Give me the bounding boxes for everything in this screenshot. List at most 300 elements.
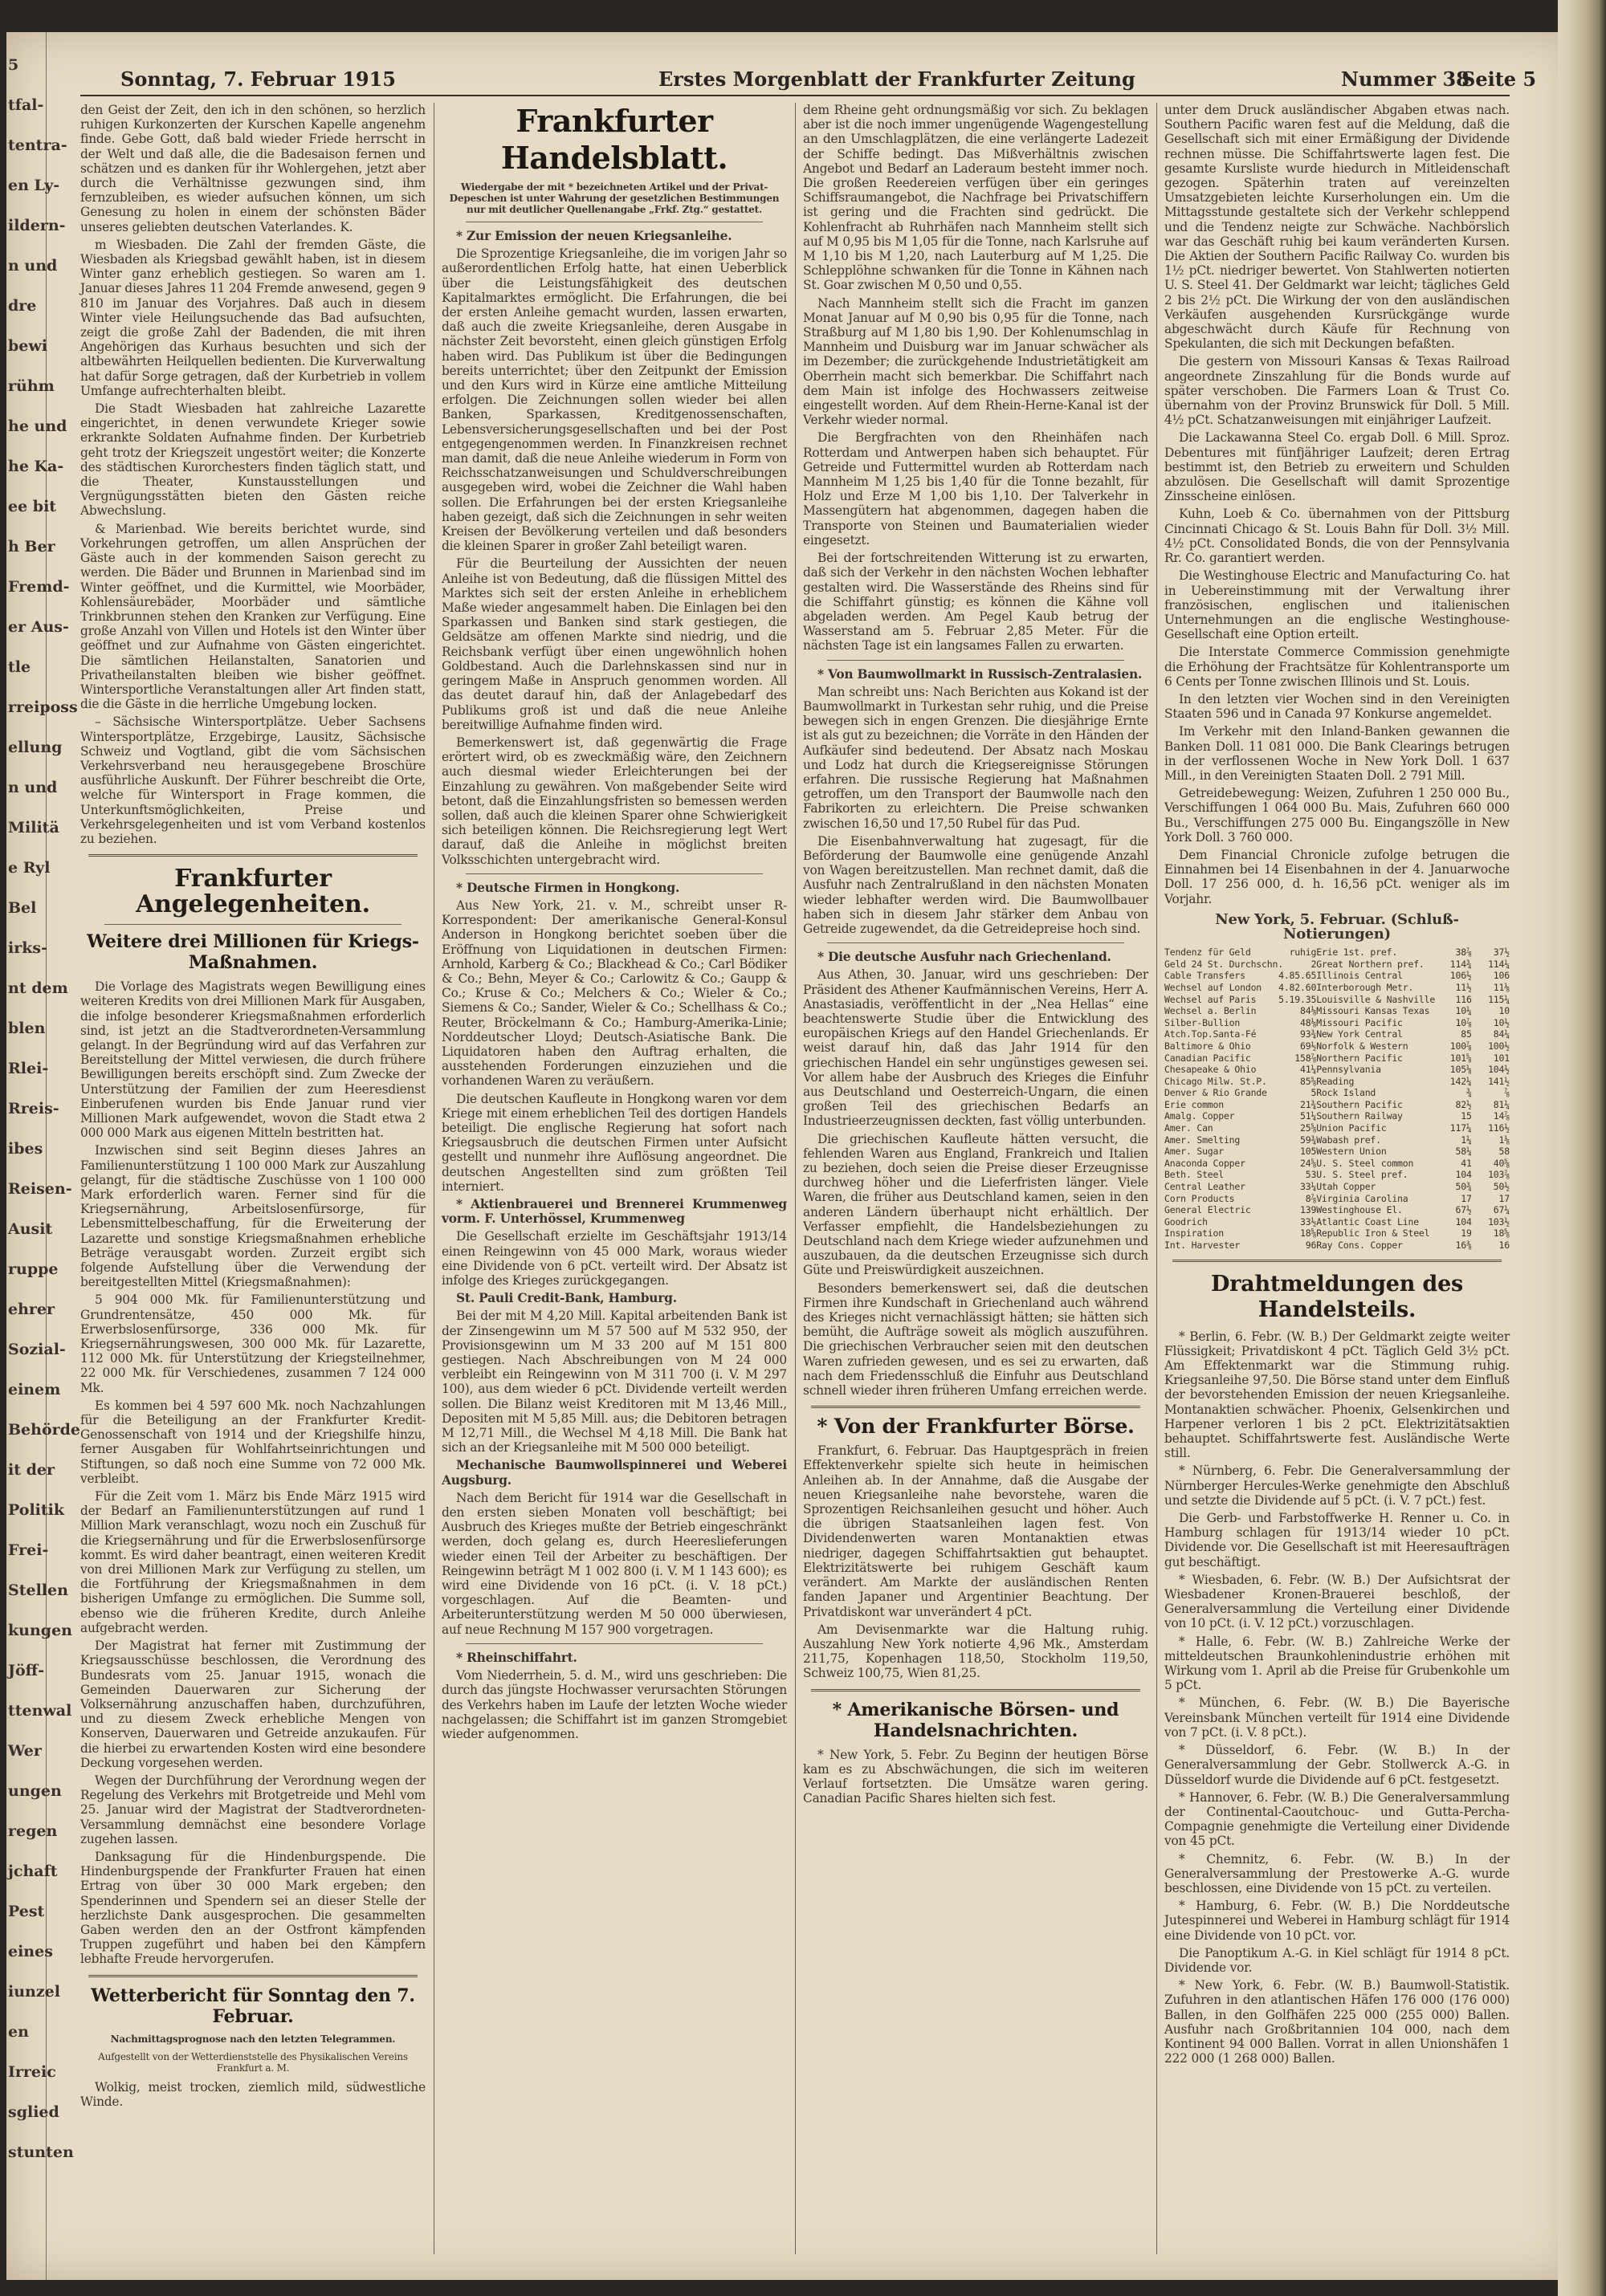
margin-fragment: ibes [8, 1140, 43, 1158]
margin-fragment: Reisen- [8, 1180, 72, 1198]
stock-cell: 116 [1455, 993, 1472, 1005]
section-heading: * Amerikanische Börsen- und Handelsnachrichten. [832, 1699, 1119, 1741]
article-paragraph: Die Gesellschaft erzielte im Geschäftsjahr 1913/14 einen Reingewinn von 45 000 Mark, woraus wieder eine Dividende von 6 pCt. verteilt wird. Der Absatz ist infolge des Krieges zurückgegangen. [442, 1229, 787, 1288]
stock-cell: 114¾ [1449, 958, 1472, 970]
stock-cell: Ray Cons. Copper [1316, 1240, 1403, 1252]
stock-cell: 106½ [1449, 970, 1472, 982]
stock-cell: Chesapeake & Ohio [1164, 1064, 1257, 1076]
stock-cell: New York Central [1316, 1028, 1403, 1040]
stock-cell: 59¾ [1300, 1134, 1317, 1146]
section-divider [88, 854, 418, 857]
book-binding [1558, 0, 1606, 2296]
stock-cell: 51¼ [1300, 1110, 1317, 1122]
margin-fragment: sglied [8, 2103, 59, 2121]
article-paragraph: Die Vorlage des Magistrats wegen Bewilligung eines weiteren Kredits von drei Millionen Mark für Ausgaben, die infolge besonderer Kriegsmaßnahmen erforderlich sind, ist jetzt an die Stadtverordneten-Versammlung gelangt. In der Begründung wird auf das Verfahren zur Bereitstellung der Mittel verwiesen, die durch frühere Bewilligungen bereits erschöpft sind. Zum Zwecke der Unterstützung der Familien der zum Heeresdienst Einberufenen wurden bis Ende Januar rund vier Millionen Mark aufgewendet, wovon die Stadt etwa 2 000 000 Mark aus eigenen Mitteln bestritten hat. [80, 979, 426, 1141]
article-paragraph: Die Interstate Commerce Commission genehmigte die Erhöhung der Frachtsätze für Kohlentransporte um 6 Cents per Tonne zwischen Illinois und St. Louis. [1164, 645, 1510, 689]
stock-cell: Tendenz für Geld [1164, 946, 1251, 959]
stock-cell: 41¼ [1300, 1064, 1317, 1076]
margin-fragment: tle [8, 658, 31, 676]
stock-cell: Anaconda Copper [1164, 1157, 1245, 1169]
stock-cell: 93¾ [1300, 1028, 1317, 1040]
article-paragraph: * Berlin, 6. Febr. (W. B.) Der Geldmarkt zeigte weiter Flüssigkeit; Privatdiskont 4 pCt. Täglich Geld 3½ pCt. Am Effektenmarkt war die Stimmung ruhig. Kriegsanleihe 97,50. Die Börse stand unter dem Einfluß der bevorstehenden Emission der neuen Kriegsanleihe. Montanaktien schwächer. Phoenix, Gelsenkirchen und Harpener verloren 1 bis 2 pCt. Elektrizitätsaktien behauptet. Schiffahrtswerte fest. Ausländische Werte still. [1164, 1329, 1510, 1461]
margin-fragment: Sozial- [8, 1341, 66, 1358]
stock-cell: 115¼ [1488, 993, 1510, 1005]
stock-cell: 141½ [1488, 1075, 1510, 1087]
stock-cell: Amer. Can [1164, 1122, 1213, 1134]
stock-cell: 106 [1493, 970, 1510, 982]
stock-cell: 104 [1455, 1169, 1472, 1181]
article-paragraph: * New York, 5. Febr. Zu Beginn der heutigen Börse kam es zu Abschwächungen, die sich im weiteren Verlauf fortsetzten. Die Umsätze waren gering. Canadian Pacific Shares hielten sich fest. [803, 1747, 1148, 1806]
stock-cell: ¾ [1465, 1087, 1472, 1099]
stock-cell: 69½ [1300, 1040, 1317, 1052]
article-paragraph: * Düsseldorf, 6. Febr. (W. B.) In der Generalversammlung der Gebr. Stollwerck A.-G. in Düsseldorf wurde die Dividende auf 6 pCt. festgesetzt. [1164, 1743, 1510, 1787]
margin-fragment: Behörde [8, 1421, 81, 1439]
margin-fragment: ee bit [8, 498, 57, 515]
stock-cell: 103⅞ [1488, 1169, 1510, 1181]
stock-cell: Atch.Top.Santa-Fé [1164, 1028, 1257, 1040]
stock-cell: U. S. Steel pref. [1316, 1169, 1408, 1181]
stock-cell: Amer. Smelting [1164, 1134, 1241, 1146]
handelsblatt-masthead: Frankfurter Handelsblatt. [500, 103, 728, 176]
stock-cell: Reading [1316, 1075, 1355, 1087]
stock-cell: Wechsel a. Berlin [1164, 1005, 1257, 1017]
margin-fragment: ellung [8, 739, 63, 756]
margin-fragment: Jöff- [8, 1662, 45, 1679]
divider [827, 660, 1124, 661]
stock-cell: 5.19.35 [1278, 993, 1317, 1005]
previous-page-edge [6, 32, 81, 2280]
masthead-note: Wiedergabe der mit * bezeichneten Artikel und der Privat-Depeschen ist unter Wahrung der gesetzlichen Bestimmungen nur mit deutlicher Quellenangabe „Frkf. Ztg.“ gestattet. [449, 181, 780, 215]
article-paragraph: * New York, 6. Febr. (W. B.) Baumwoll-Statistik. Zufuhren in den atlantischen Häfen 176 000 (176 000) Ballen, in den Golfhäfen 225 000 (255 000) Ballen. Ausfuhr nach Großbritannien 104 000, nach dem Kontinent 94 000 Ballen. Vorrat in allen Unionshäfen 1 222 000 (1 268 000) Ballen. [1164, 1978, 1510, 2066]
stock-row [1164, 959, 1510, 971]
stock-cell: 4.82.60 [1278, 981, 1317, 993]
stock-cell: 53 [1305, 1169, 1317, 1181]
stock-row [1164, 1064, 1510, 1076]
weather-source: Aufgestellt von der Wetterdienststelle des Physikalischen Vereins Frankfurt a. M. [98, 2050, 408, 2074]
article-paragraph: Getreidebewegung: Weizen, Zufuhren 1 250 000 Bu., Verschiffungen 1 064 000 Bu. Mais, Zufuhren 660 000 Bu., Verschiffungen 275 000 Bu. Eingangszölle in New York Doll. 3 760 000. [1164, 786, 1510, 845]
article-paragraph: Es kommen bei 4 597 600 Mk. noch Nachzahlungen für die Beteiligung an der Frankfurter Kredit-Genossenschaft von 1914 und der Kriegshilfe hinzu, ferner Ausgaben für Wohlfahrtseinrichtungen und Stiftungen, so daß noch eine Summe von 72 000 Mk. verbleibt. [80, 1398, 426, 1486]
column-3 [803, 103, 1148, 2254]
margin-fragment: en Ly- [8, 177, 60, 194]
article-paragraph: Am Devisenmarkte war die Haltung ruhig. Auszahlung New York notierte 4,96 Mk., Amsterdam 211,75, Kopenhagen 118,50, Stockholm 119,50, Schweiz 100,75, Wien 81,25. [803, 1622, 1148, 1681]
stock-row [1164, 994, 1510, 1006]
stock-cell: 41 [1461, 1157, 1472, 1169]
stock-cell: Erie 1st. pref. [1316, 946, 1398, 959]
article-paragraph: Vom Niederrhein, 5. d. M., wird uns geschrieben: Die durch das jüngste Hochwasser verursachten Störungen des Verkehrs haben im Laufe der letzten Woche wieder nachgelassen; die Schiffahrt ist im ganzen Stromgebiet wieder aufgenommen. [442, 1668, 787, 1741]
divider [827, 942, 1124, 943]
margin-fragment: h Ber [8, 538, 55, 556]
margin-fragment: Ausit [8, 1220, 53, 1238]
stock-cell: 24⅝ [1300, 1157, 1317, 1169]
stock-cell: 1⅛ [1498, 1134, 1510, 1146]
article-badstadt: Die Stadt Wiesbaden hat zahlreiche Lazarette eingerichtet, in denen verwundete Krieger sowie erkrankte Soldaten Aufnahme finden. Der Kurbetrieb geht trotz der Kriegszeit ungestört weiter; die Konzerte des städtischen Kurorchesters finden täglich statt, und die Theater, Kunstausstellungen und Vergnügungsstätten bieten den Gästen reiche Abwechslung. [80, 401, 426, 519]
stock-cell: Erie common [1164, 1098, 1224, 1110]
header-title: Erstes Morgenblatt der Frankfurter Zeitung [658, 67, 1135, 91]
stock-cell: 16 [1498, 1240, 1510, 1252]
article-paragraph: Die griechischen Kaufleute hätten versucht, die fehlenden Waren aus England, Frankreich und Italien zu beziehen, doch seien die Preise dieser Erzeugnisse durchweg höher und die Lieferfristen länger. Viele Waren, die früher aus Deutschland kamen, seien in den anderen Ländern überhaupt nicht erhältlich. Der Verfasser empfiehlt, die Handelsbeziehungen zu Deutschland nach dem Kriege wieder aufzunehmen und auszubauen, da die deutschen Erzeugnisse sich durch Güte und Preiswürdigkeit auszeichnen. [803, 1131, 1148, 1278]
stock-cell: 14⅞ [1493, 1110, 1510, 1122]
column-2 [442, 103, 787, 2254]
stock-cell: Great Northern pref. [1316, 958, 1425, 970]
stock-cell: 10 [1498, 1005, 1510, 1017]
stock-cell: 58¼ [1455, 1146, 1472, 1158]
column-4 [1164, 103, 1510, 2254]
margin-fragment: irks- [8, 939, 47, 957]
article-paragraph: Man schreibt uns: Nach Berichten aus Kokand ist der Baumwollmarkt in Turkestan sehr ruhig, und die Preise bewegen sich in engen Grenzen. Die diesjährige Ernte ist als gut zu bezeichnen; die Vorräte in den Händen der Aufkäufer sind bedeutend. Der Absatz nach Moskau und Lodz hat durch die Kriegsereignisse Störungen erfahren. Die russische Regierung hat Maßnahmen getroffen, um den Transport der Baumwolle nach den Fabrikorten zu erleichtern. Die Preise schwanken zwischen 16,50 und 17,50 Rubel für das Pud. [803, 684, 1148, 831]
stock-cell: ⅞ [1504, 1087, 1510, 1099]
article-paragraph: Für die Beurteilung der Aussichten der neuen Anleihe ist von Bedeutung, daß die flüssigen Mittel des Marktes sich seit der ersten Anleihe in erheblichem Maße wieder angesammelt haben. Die Einlagen bei den Sparkassen und Banken sind stark gestiegen, die Geldsätze am offenen Markte sind niedrig, und die Reichsbank verfügt über einen ungewöhnlich hohen Goldbestand. Auch die Darlehnskassen sind nur in geringem Maße in Anspruch genommen worden. All das deutet darauf hin, daß der Anlagebedarf des Publikums groß ist und daß die neue Anleihe bereitwillige Aufnahme finden wird. [442, 556, 787, 732]
article-paragraph: * Hamburg, 6. Febr. (W. B.) Die Norddeutsche Jutespinnerei und Weberei in Hamburg schlägt für 1914 eine Dividende von 10 pCt. vor. [1164, 1899, 1510, 1943]
stock-table-title: New York, 5. Februar. (Schluß-Notierungen) [1215, 910, 1459, 942]
article-paragraph: Dem Financial Chronicle zufolge betrugen die Einnahmen bei 14 Eisenbahnen in der 4. Januarwoche Doll. 17 256 000, d. h. 16,56 pCt. weniger als im Vorjahr. [1164, 847, 1510, 906]
stock-cell: 4.85.65 [1278, 970, 1317, 982]
stock-cell: 67¼ [1493, 1204, 1510, 1216]
margin-fragment: nt dem [8, 979, 68, 997]
stock-cell: Union Pacific [1316, 1122, 1387, 1134]
margin-fragment: kungen [8, 1622, 72, 1639]
margin-fragment: stunten [8, 2143, 74, 2161]
stock-cell: Int. Harvester [1164, 1240, 1241, 1252]
margin-fragment: regen [8, 1822, 58, 1840]
article-paragraph: Die Panoptikum A.-G. in Kiel schlägt für 1914 8 pCt. Dividende vor. [1164, 1945, 1510, 1975]
article-marienbad: & Marienbad. Wie bereits berichtet wurde, sind Vorkehrungen getroffen, um allen Ansprüchen der Gäste auch in der kommenden Saison gerecht zu werden. Die Bäder und Brunnen in Marienbad sind im Winter geöffnet, und die Kurmittel, wie Moorbäder, Kohlensäurebäder, Moorbäder und sämtliche Trinkbrunnen stehen den Kranken zur Verfügung. Eine große Anzahl von Villen und Hotels ist den Winter über geöffnet und zur Aufnahme von Gästen eingerichtet. Die sämtlichen Heilanstalten, Sanatorien und Privatheilanstalten bleiben wie bisher geöffnet. Wintersportliche Veranstaltungen aller Art finden statt, die die Gäste in die herrliche Umgebung locken. [80, 521, 426, 712]
margin-fragment: Fremd- [8, 578, 70, 596]
article-paragraph: Für die Zeit vom 1. März bis Ende März 1915 wird der Bedarf an Familienunterstützungen auf rund 1 Million Mark veranschlagt, wozu noch ein Zuschuß für die Kriegsernährung und für die Erwerbslosenfürsorge kommt. Es wird daher beantragt, einen weiteren Kredit von drei Millionen Mark zur Verfügung zu stellen, um die Fortführung der Kriegsmaßnahmen in dem bisherigen Umfange zu ermöglichen. Die Summe soll, ebenso wie die früheren Kredite, durch Anleihe aufgebracht werden. [80, 1489, 426, 1635]
margin-fragment: einem [8, 1381, 61, 1398]
margin-fragment: Stellen [8, 1582, 68, 1599]
margin-fragment: Pest [8, 1903, 45, 1920]
margin-fragment: Wer [8, 1742, 42, 1760]
article-paragraph: Nach dem Bericht für 1914 war die Gesellschaft in den ersten sieben Monaten voll beschäftigt; bei Ausbruch des Krieges mußte der Betrieb eingeschränkt werden, doch gelang es, durch Heereslieferungen wieder einen Teil der Arbeiter zu beschäftigen. Der Reingewinn beträgt M 1 002 800 (i. V. M 1 143 600); es wird eine Dividende von 16 pCt. (i. V. 18 pCt.) vorgeschlagen. Auf die Beamten- und Arbeiterunterstützung werden M 50 000 überwiesen, auf neue Rechnung M 157 900 vorgetragen. [442, 1490, 787, 1637]
margin-fragment: n und [8, 779, 58, 796]
stock-cell: 58 [1498, 1146, 1510, 1158]
stock-cell: 38⅞ [1455, 946, 1472, 959]
article-paragraph: Aus New York, 21. v. M., schreibt unser R-Korrespondent: Der amerikanische General-Konsul Anderson in Hongkong berichtet soeben über die Eröffnung von Liquidationen in deutschen Firmen: Arnhold, Karberg & Co.; Blackhead & Co.; Carl Bödiker & Co.; Behn, Meyer & Co.; Carlowitz & Co.; Gaupp & Co.; Kruse & Co.; Melchers & Co.; Wieler & Co.; Siemens & Co.; Sander, Wieler & Co.; Schellhass & Co.; Reuter, Bröckelmann & Co.; Hamburg-Amerika-Linie; Norddeutscher Lloyd; Deutsch-Asiatische Bank. Die Liquidatoren haben den Auftrag erhalten, die ausstehenden Forderungen einzuziehen und die vorhandenen Waren zu veräußern. [442, 898, 787, 1089]
stock-cell: 139 [1300, 1204, 1317, 1216]
stock-cell: 84⅛ [1300, 1005, 1317, 1017]
margin-fragment: blen [8, 1020, 46, 1037]
stock-cell: Canadian Pacific [1164, 1052, 1251, 1064]
stock-cell: 104 [1455, 1215, 1472, 1227]
stock-cell: Chicago Milw. St.P. [1164, 1075, 1267, 1087]
stock-cell: Western Union [1316, 1146, 1387, 1158]
margin-fragment: tentra- [8, 136, 67, 154]
stock-row [1164, 1005, 1510, 1017]
stock-cell: Silber-Bullion [1164, 1016, 1241, 1028]
stock-cell: 2 [1310, 958, 1317, 970]
margin-fragment: en [8, 2023, 29, 2041]
margin-fragment: ungen [8, 1782, 62, 1800]
stock-row [1164, 946, 1510, 959]
stock-cell: Beth. Steel [1164, 1169, 1224, 1181]
article-paragraph: * Nürnberg, 6. Febr. Die Generalversammlung der Nürnberger Hercules-Werke genehmigte den Abschluß und setzte die Dividende auf 5 pCt. (i. V. 7 pCt.) fest. [1164, 1463, 1510, 1508]
stock-cell: Central Leather [1164, 1181, 1245, 1193]
column-rule [795, 103, 796, 2254]
article-paragraph: Im Verkehr mit den Inland-Banken gewannen die Banken Doll. 11 081 000. Die Bank Clearings betrugen in der verflossenen Woche in New York Doll. 1 637 Mill., in den Vereinigten Staaten Doll. 2 791 Mill. [1164, 724, 1510, 783]
section-divider [88, 1975, 418, 1977]
stock-cell: Westinghouse El. [1316, 1204, 1403, 1216]
stock-cell: 21¾ [1300, 1098, 1317, 1110]
stock-cell: 48⅛ [1300, 1016, 1317, 1028]
stock-row [1164, 1146, 1510, 1158]
stock-cell: Interborough Metr. [1316, 981, 1414, 993]
stock-cell: Southern Pacific [1316, 1098, 1403, 1110]
margin-fragment: Militä [8, 819, 59, 837]
margin-fragment: rreiposs [8, 698, 78, 716]
stock-cell: Wabash pref. [1316, 1134, 1381, 1146]
article-paragraph: Die Bergfrachten von den Rheinhäfen nach Rotterdam und Antwerpen haben sich behauptet. Für Getreide und Futtermittel wurden ab Rotterdam nach Mannheim M 1,25 bis 1,40 für die Tonne bezahlt, für Holz und Erze M 1,00 bis 1,10. Der Talverkehr in Massengütern hat abgenommen, dagegen haben die Transporte von Steinen und Baumaterialien wieder eingesetzt. [803, 430, 1148, 548]
margin-fragment: ildern- [8, 217, 66, 234]
header-number: Nummer 38 [1341, 67, 1469, 91]
article-paragraph: Nach Mannheim stellt sich die Fracht im ganzen Monat Januar auf M 0,90 bis 0,95 für die Tonne, nach Straßburg auf M 1,80 bis 1,90. Der Kohlenumschlag in Mannheim und Duisburg war im Januar schwächer als im Dezember; die zurückgehende Industrietätigkeit am Oberrhein macht sich bemerkbar. Die Schiffahrt nach dem Main ist infolge des Hochwassers zeitweise eingestellt worden. Auf dem Rhein-Herne-Kanal ist der Verkehr wieder normal. [803, 295, 1148, 428]
stock-cell: 16⅜ [1455, 1240, 1472, 1252]
stock-cell: 105 [1300, 1146, 1317, 1158]
stock-cell: 18⅝ [1300, 1227, 1317, 1240]
stock-cell: 15 [1461, 1110, 1472, 1122]
stock-row [1164, 1216, 1510, 1228]
article-heading: Weitere drei Millionen für Kriegs-Maßnahmen. [87, 931, 419, 974]
stock-cell: 103½ [1488, 1215, 1510, 1227]
article-heading: St. Pauli Credit-Bank, Hamburg. [456, 1291, 677, 1306]
article-paragraph: Aus Athen, 30. Januar, wird uns geschrieben: Der Präsident des Athener Kaufmännischen Vereins, Herr A. Anastasiadis, veröffentlicht in der „Nea Hellas“ eine beachtenswerte Studie über die Entwicklung des europäischen Kriegs auf den Handel Griechenlands. Er weist darauf hin, daß das Jahr 1914 für den griechischen Handel ein sehr ungünstiges gewesen sei. Vor allem habe der Ausbruch des Krieges die Einfuhr aus Deutschland und Oesterreich-Ungarn, die einen großen Teil des griechischen Bedarfs an Industrieerzeugnissen deckten, fast völlig unterbunden. [803, 967, 1148, 1129]
article-intro: den Geist der Zeit, den ich in den schönen, so herzlich ruhigen Kurkonzerten der Kurschen Kapelle angenehm finde. Gebe Gott, daß bald wieder Friede herrscht in der Welt und daß alle, die die Badesaison fernen und schätzen und es danken für ihr Wohlergehen, jetzt aber durch die Verhältnisse gezwungen sind, ihm fernzubleiben, es wieder aufsuchen können, um sich Genesung zu holen in einem der schönsten Bäder unseres geliebten deutschen Vaterlandes. K. [80, 103, 426, 234]
header-date: Sonntag, 7. Februar 1915 [120, 67, 396, 91]
margin-fragment: Bel [8, 899, 37, 917]
stock-cell: General Electric [1164, 1204, 1251, 1216]
stock-row [1164, 1240, 1510, 1252]
stock-cell: 33½ [1300, 1215, 1317, 1227]
article-heading: * Aktienbrauerei und Brennerei Krummenweg vorm. F. Unterhössel, Krummenweg [442, 1197, 787, 1227]
stock-cell: 116½ [1488, 1122, 1510, 1134]
section-heading: * Von der Frankfurter Börse. [817, 1415, 1135, 1439]
article-paragraph: dem Rheine geht ordnungsmäßig vor sich. Zu beklagen aber ist die noch immer ungenügende Wagengestellung an den Umschlagplätzen, die eine verlängerte Ladezeit der Schiffe bedingt. Das Mißverhältnis zwischen Angebot und Bedarf an Laderaum besteht immer noch. Die großen Reedereien verfügen über ein geringes Schiffsraumangebot, die Nachfrage bei Privatschiffern ist gering und die Frachten sind gedrückt. Die Kohlenfracht ab Ruhrhäfen nach Mannheim stellt sich auf M 0,95 bis M 1,05 für die Tonne, nach Karlsruhe auf M 1,10 bis M 1,20, nach Lauterburg auf M 1,25. Die Schlepplöhne schwanken für die Tonne in Kähnen nach St. Goar zwischen M 0,50 und 0,55. [803, 103, 1148, 293]
divider [466, 1643, 763, 1644]
stock-cell: 17 [1461, 1192, 1472, 1204]
stock-cell: 10½ [1493, 1016, 1510, 1028]
article-paragraph: Besonders bemerkenswert sei, daß die deutschen Firmen ihre Kundschaft in Griechenland auch während des Krieges nicht vernachlässigt hätten; sie hätten sich bemüht, die Aufträge soweit als möglich auszuführen. Die griechischen Verbraucher seien mit den deutschen Waren zufrieden gewesen, und es sei zu erwarten, daß nach dem Friedensschluß die Einfuhr aus Deutschland schnell wieder ihren früheren Umfang erreichen werde. [803, 1280, 1148, 1398]
article-sachsen: – Sächsische Wintersportplätze. Ueber Sachsens Wintersportplätze, Erzgebirge, Lausitz, Sächsische Schweiz und Vogtland, gibt die vom Sächsischen Verkehrsverband neu herausgegebene Broschüre ausführliche Auskunft. Der Führer beschreibt die Orte, welche für Wintersport in Frage kommen, die Unterkunftsmöglichkeiten, Preise und Verkehrsgelegenheiten und ist vom Verband kostenlos zu beziehen. [80, 714, 426, 846]
section-heading: Frankfurter Angelegenheiten. [136, 865, 370, 919]
stock-cell: Wechsel auf Paris [1164, 993, 1257, 1005]
article-heading: * Die deutsche Ausfuhr nach Griechenland. [817, 950, 1111, 965]
article-paragraph: Die Eisenbahnverwaltung hat zugesagt, für die Beförderung der Baumwolle eine genügende Anzahl von Wagen bereitzustellen. Man rechnet damit, daß die Ausfuhr nach Zentralrußland in den nächsten Monaten wieder lebhafter werden wird. Die Baumwollbauer haben sich in diesem Jahr stärker dem Anbau von Getreide zugewendet, da die Getreidepreise hoch sind. [803, 833, 1148, 936]
stock-cell: 101⅝ [1449, 1052, 1472, 1064]
stock-cell: 19 [1461, 1227, 1472, 1240]
stock-cell: 101 [1493, 1052, 1510, 1064]
article-paragraph: Die Sprozentige Kriegsanleihe, die im vorigen Jahr so außerordentlichen Erfolg hatte, hat einen Ueberblick über die Leistungsfähigkeit des deutschen Kapitalmarktes ermöglicht. Die Erfahrungen, die bei der ersten Anleihe gemacht wurden, lassen erwarten, daß auch die zweite Kriegsanleihe, deren Ausgabe in nächster Zeit bevorsteht, einen gleich günstigen Erfolg haben wird. Das Publikum ist über die Bedingungen bereits unterrichtet; über den Zeitpunkt der Emission und den Kurs wird in Kürze eine amtliche Mitteilung erfolgen. Die Zeichnungen sollen wieder bei allen Banken, Sparkassen, Kreditgenossenschaften, Lebensversicherungsgesellschaften und bei der Post entgegengenommen werden. In Finanzkreisen rechnet man damit, daß die neue Anleihe wiederum in Form von Reichsschatzanweisungen und Schuldverschreibungen ausgegeben wird, wobei die Zeichner die Wahl haben sollen. Die Erfahrungen bei der ersten Kriegsanleihe haben gezeigt, daß sich die Zeichnungen in sehr weiten Kreisen der Bevölkerung verteilen und daß besonders die kleinen Sparer in großer Zahl beteiligt waren. [442, 246, 787, 554]
stock-cell: 96 [1305, 1240, 1317, 1252]
stock-cell: 11½ [1455, 981, 1472, 993]
stock-row [1164, 1017, 1510, 1029]
divider [466, 873, 763, 874]
stock-row [1164, 1122, 1510, 1134]
stock-row [1164, 1158, 1510, 1170]
stock-cell: Inspiration [1164, 1227, 1224, 1240]
margin-fragment: ehrer [8, 1301, 55, 1318]
article-heading: * Von Baumwollmarkt in Russisch-Zentralasien. [817, 666, 1143, 682]
stock-row [1164, 1134, 1510, 1146]
stock-cell: 8⅞ [1305, 1192, 1317, 1204]
section-divider [811, 1689, 1140, 1691]
stock-cell: 18⅝ [1493, 1227, 1510, 1240]
stock-cell: 117¼ [1449, 1122, 1472, 1134]
stock-cell: 158⅞ [1294, 1052, 1317, 1064]
stock-cell: 10⅞ [1455, 1016, 1472, 1028]
stock-cell: Corn Products [1164, 1192, 1235, 1204]
margin-fragment: dre [8, 297, 37, 315]
stock-cell: 1¼ [1461, 1134, 1472, 1146]
margin-fragment: e Ryl [8, 859, 51, 877]
stock-row [1164, 1227, 1510, 1240]
article-wiesbaden: m Wiesbaden. Die Zahl der fremden Gäste, die Wiesbaden als Kriegsbad gewählt haben, ist in diesem Winter ganz erheblich gestiegen. So waren am 1. Januar dieses Jahres 11 204 Fremde anwesend, gegen 9 810 im Januar des Vorjahres. Daß auch in diesem Winter viele Heilungsuchende das Bad aufsuchten, zeigt die große Zahl der Badenden, die mit ihren Angehörigen das Kurhaus besuchten und sich der altbewährten Heilquellen bedienten. Die Kurverwaltung hat dafür Sorge getragen, daß der Kurbetrieb in vollem Umfange aufrechterhalten bleibt. [80, 237, 426, 398]
margin-fragment: ttenwal [8, 1702, 72, 1720]
stock-cell: Atlantic Coast Line [1316, 1215, 1419, 1227]
article-paragraph: Bemerkenswert ist, daß gegenwärtig die Frage erörtert wird, ob es zweckmäßig wäre, den Zeichnern auch diesmal wieder Erleichterungen bei der Einzahlung zu gewähren. Von maßgebender Seite wird betont, daß die Einzahlungsfristen so bemessen werden sollen, daß auch die kleinen Sparer ohne Schwierigkeit sich beteiligen können. Die Reichsregierung legt Wert darauf, daß die Anleihe in möglichst breiten Volksschichten untergebracht wird. [442, 735, 787, 867]
weather-subtitle: Nachmittagsprognose nach den letzten Telegrammen. [110, 2033, 396, 2045]
margin-fragment: he Ka- [8, 458, 64, 475]
article-paragraph: * München, 6. Febr. (W. B.) Die Bayerische Vereinsbank München verteilt für 1914 eine Dividende von 7 pCt. (i. V. 8 pCt.). [1164, 1696, 1510, 1740]
margin-fragment: n und [8, 257, 58, 275]
article-heading: * Deutsche Firmen in Hongkong. [456, 880, 680, 895]
margin-fragment: bewi [8, 337, 47, 355]
weather-text: Wolkig, meist trocken, ziemlich mild, südwestliche Winde. [80, 2079, 426, 2109]
article-paragraph: unter dem Druck ausländischer Abgaben etwas nach. Southern Pacific waren fest auf die Meldung, daß die Gesellschaft sich mit einer Ermäßigung der Dividende rechnen müsse. Die Schiffahrtswerte lagen fest. Die gesamte Kursliste wurde hiedurch in Mitleidenschaft gezogen. Späterhin traten auf vereinzelten Umsatzgebieten leichte Kurserholungen ein. Um die Mittagsstunde gestaltete sich der Verkehr schleppend und die Tendenz neigte zur Schwäche. Nachbörslich war das Geschäft ruhig bei kaum veränderten Kursen. Die Aktien der Southern Pacific Railway Co. wurden bis 1½ pCt. niedriger bewertet. Von Stahlwerten notierten U. S. Steel 41. Der Geldmarkt war leicht; tägliches Geld 2 bis 2½ pCt. Die Wirkung der von den ausländischen Verkäufen ausgehenden Kursrückgänge wurde abgeschwächt durch Käufe für Rechnung von Spekulanten, die sich mit Deckungen befaßten. [1164, 103, 1510, 352]
column-1 [80, 103, 426, 2254]
article-paragraph: * Halle, 6. Febr. (W. B.) Zahlreiche Werke der mitteldeutschen Braunkohlenindustrie erhöhen mit Wirkung vom 1. April ab die Preise für Grubenkohle um 5 pCt. [1164, 1634, 1510, 1693]
article-heading: * Zur Emission der neuen Kriegsanleihe. [456, 229, 732, 243]
article-paragraph: Frankfurt, 6. Februar. Das Hauptgespräch in freien Effektenverkehr spielte sich heute in heimischen Anleihen ab. In der Annahme, daß die Ausgabe der neuen Kriegsanleihe nahe bevorstehe, waren die Sprozentigen Reichsanleihen gesucht und höher. Auch die übrigen Staatsanleihen lagen fest. Von Dividendenwerten waren Montanaktien etwas niedriger, dagegen Schiffahrtsaktien gut behauptet. Elektrizitätswerte bei ruhigem Geschäft kaum verändert. Am Markte der ausländischen Renten fanden Japaner und Argentinier Beachtung. Der Privatdiskont war unverändert 4 pCt. [803, 1443, 1148, 1619]
article-heading: * Rheinschiffahrt. [456, 1650, 577, 1665]
stock-cell: Pennsylvania [1316, 1064, 1381, 1076]
stock-cell: 85⅝ [1300, 1075, 1317, 1087]
article-paragraph: 5 904 000 Mk. für Familienunterstützung und Grundrentensätze, 450 000 Mk. für Erwerbslosenfürsorge, 336 000 Mk. für Kriegsernährungswesen, 300 000 Mk. für Lazarette, 112 000 Mk. für Unterstützung der Kriegsteilnehmer, 22 000 Mk. für Verschiedenes, zusammen 7 124 000 Mk. [80, 1293, 426, 1395]
stock-row [1164, 1181, 1510, 1193]
header-page: Seite 5 [1461, 67, 1537, 91]
article-paragraph: * Hannover, 6. Febr. (W. B.) Die Generalversammlung der Continental-Caoutchouc- und Gutta-Percha-Compagnie genehmigte die Verteilung einer Dividende von 45 pCt. [1164, 1789, 1510, 1849]
margin-fragment: ruppe [8, 1260, 59, 1278]
article-paragraph: Wegen der Durchführung der Verordnung wegen der Regelung des Verkehrs mit Brotgetreide und Mehl vom 25. Januar wird der Magistrat der Stadtverordneten-Versammlung demnächst eine besondere Vorlage zugehen lassen. [80, 1773, 426, 1846]
stock-row [1164, 1028, 1510, 1040]
article-paragraph: Danksagung für die Hindenburgspende. Die Hindenburgspende der Frankfurter Frauen hat einen Ertrag von über 30 000 Mark ergeben; den Spenderinnen und Spendern sei an dieser Stelle der herzlichste Dank ausgesprochen. Die gesammelten Gaben werden den an der Ostfront kämpfenden Truppen zugeführt und haben bei den Kämpfern lebhafte Freude hervorgerufen. [80, 1849, 426, 1967]
page-header [80, 64, 1537, 96]
stock-cell: 114¼ [1488, 958, 1510, 970]
article-paragraph: Die gestern von Missouri Kansas & Texas Railroad angeordnete Zinszahlung für die Bonds wurde auf später verschoben. Die Farmers Loan & Trust Co. übernahm von der Provinz Brunswick für Doll. 5 Mill. 4½ pCt. Schatzanweisungen mit einjähriger Laufzeit. [1164, 354, 1510, 428]
stock-cell: 100½ [1488, 1040, 1510, 1052]
margin-fragment: Irreic [8, 2063, 56, 2081]
stock-cell: 100⅞ [1449, 1040, 1472, 1052]
margin-fragment: tfal- [8, 96, 44, 114]
stock-cell: 142¼ [1449, 1075, 1472, 1087]
stock-cell: Southern Railway [1316, 1110, 1403, 1122]
section-heading: Drahtmeldungen des Handelsteils. [1210, 1271, 1464, 1322]
margin-fragment: Frei- [8, 1541, 49, 1559]
margin-fragment: 5 [8, 56, 19, 74]
stock-cell: Louisville & Nashville [1316, 993, 1436, 1005]
stock-row [1164, 1076, 1510, 1088]
stock-cell: 82½ [1455, 1098, 1472, 1110]
stock-cell: Denver & Rio Grande [1164, 1087, 1267, 1099]
stock-row [1164, 1204, 1510, 1216]
stock-cell: Republic Iron & Steel [1316, 1227, 1430, 1240]
stock-row [1164, 1040, 1510, 1052]
stock-cell: Amer. Sugar [1164, 1146, 1224, 1158]
column-rule [1156, 103, 1157, 2254]
stock-cell: Virginia Carolina [1316, 1192, 1408, 1204]
stock-row [1164, 1087, 1510, 1099]
article-paragraph: Bei der mit M 4,20 Mill. Kapital arbeitenden Bank ist der Zinsengewinn um M 57 500 auf M 532 950, der Provisionsgewinn um M 33 200 auf M 151 800 gestiegen. Nach Abschreibungen von M 24 000 verbleibt ein Reingewinn von M 311 700 (i. V. M 297 100), aus dem wieder 6 pCt. Dividende verteilt werden sollen. Die Bilanz weist Kreditoren mit M 13,46 Mill., Depositen mit M 5,85 Mill. aus; die Debitoren betragen M 12,71 Mill., die Wechsel M 4,18 Mill. Die Bank hat sich an der Kriegsanleihe mit M 500 000 beteiligt. [442, 1309, 787, 1455]
stock-row [1164, 970, 1510, 982]
stock-cell: Missouri Kansas Texas [1316, 1005, 1430, 1017]
stock-cell: 37½ [1493, 946, 1510, 959]
stock-cell: 104½ [1488, 1064, 1510, 1076]
margin-fragment: iunzel [8, 1983, 60, 2001]
stock-row [1164, 1099, 1510, 1111]
stock-cell: 50½ [1493, 1181, 1510, 1193]
stock-cell: Baltimore & Ohio [1164, 1040, 1251, 1052]
margin-fragment: Rlei- [8, 1060, 49, 1077]
article-heading: Mechanische Baumwollspinnerei und Weberei Augsburg. [442, 1458, 787, 1488]
stock-cell: Goodrich [1164, 1215, 1208, 1227]
section-divider [811, 1406, 1140, 1408]
stock-cell: Geld 24 St. Durchschn. [1164, 958, 1283, 970]
weather-heading: Wetterbericht für Sonntag den 7. Februar. [91, 1985, 415, 2027]
stock-cell: 10¼ [1455, 1005, 1472, 1017]
margin-fragment: Politik [8, 1501, 65, 1519]
stock-cell: 67½ [1455, 1204, 1472, 1216]
stock-row [1164, 1052, 1510, 1065]
article-paragraph: * Wiesbaden, 6. Febr. (W. B.) Der Aufsichtsrat der Wiesbadener Kronen-Brauerei beschloß, der Generalversammlung die Verteilung einer Dividende von 10 pCt. (i. V. 12 pCt.) vorzuschlagen. [1164, 1572, 1510, 1631]
stock-cell: Norfolk & Western [1316, 1040, 1408, 1052]
stock-cell: Amalg. Copper [1164, 1110, 1235, 1122]
margin-fragment: it der [8, 1461, 55, 1479]
margin-fragment: eines [8, 1943, 53, 1960]
stock-cell: Illinois Central [1316, 970, 1403, 982]
stock-row [1164, 1110, 1510, 1122]
stock-cell: 25⅝ [1300, 1122, 1317, 1134]
stock-cell: ruhig [1289, 946, 1317, 959]
margin-fragment: he und [8, 417, 67, 435]
stock-cell: 84¼ [1493, 1028, 1510, 1040]
stock-cell: 85 [1461, 1028, 1472, 1040]
article-paragraph: In den letzten vier Wochen sind in den Vereinigten Staaten 596 und in Canada 97 Konkurse angemeldet. [1164, 691, 1510, 722]
stock-cell: 40⅝ [1493, 1157, 1510, 1169]
stock-cell: 17 [1498, 1192, 1510, 1204]
stock-cell: Wechsel auf London [1164, 981, 1262, 993]
margin-fragment: jchaft [8, 1862, 58, 1880]
article-paragraph: Kuhn, Loeb & Co. übernahmen von der Pittsburg Cincinnati Chicago & St. Louis Bahn für Doll. 3½ Mill. 4½ pCt. Consolidated Bonds, die von der Pennsylvania Rr. Co. garantiert werden. [1164, 507, 1510, 566]
stock-cell: 50¾ [1455, 1181, 1472, 1193]
margin-fragment: Rreis- [8, 1100, 59, 1117]
article-paragraph: Die Westinghouse Electric and Manufacturing Co. hat in Uebereinstimmung mit der Verwaltung ihrer französischen, englischen und italienischen Unternehmungen an die englische Westinghouse-Gesellschaft eine Option erteilt. [1164, 568, 1510, 642]
stock-cell: U. S. Steel common [1316, 1157, 1414, 1169]
stock-cell: 11⅛ [1493, 981, 1510, 993]
stock-quotes-table [1164, 946, 1510, 1251]
stock-row [1164, 982, 1510, 994]
article-paragraph: Bei der fortschreitenden Witterung ist zu erwarten, daß sich der Verkehr in den nächsten Wochen lebhafter gestalten wird. Die Wasserstände des Rheins sind für die Schiffahrt günstig; es können die Kähne voll abgeladen werden. Am Pegel Kaub betrug der Wasserstand am 5. Februar 2,85 Meter. Für die nächsten Tage ist ein langsames Fallen zu erwarten. [803, 551, 1148, 653]
stock-cell: 105⅛ [1449, 1064, 1472, 1076]
margin-fragment: er Aus- [8, 618, 69, 636]
stock-cell: 5 [1310, 1087, 1317, 1099]
article-paragraph: Die deutschen Kaufleute in Hongkong waren vor dem Kriege mit einem erheblichen Teil des dortigen Handels beteiligt. Die englische Regierung hat sofort nach Kriegsausbruch die deutschen Firmen unter Aufsicht gestellt und nunmehr ihre Auflösung angeordnet. Die deutschen Angestellten sind zum größten Teil interniert. [442, 1091, 787, 1194]
margin-fragment: rühm [8, 377, 55, 395]
stock-cell: Utah Copper [1316, 1181, 1376, 1193]
divider [104, 924, 402, 925]
section-divider [1172, 1260, 1502, 1262]
stock-cell: Rock Island [1316, 1087, 1376, 1099]
stock-cell: 81¼ [1493, 1098, 1510, 1110]
article-paragraph: Der Magistrat hat ferner mit Zustimmung der Kriegsausschüsse beschlossen, die Verordnung des Bundesrats vom 25. Januar 1915, wonach die Gemeinden Dauerwaren zur Sicherung der Volksernährung anzuschaffen haben, durchzuführen, und zu diesem Zweck erhebliche Mengen von Konserven, Dauerwaren und Getreide anzukaufen. Für die hierbei zu erwartenden Kosten wird eine besondere Deckung vorgesehen werden. [80, 1639, 426, 1770]
article-paragraph: Die Gerb- und Farbstoffwerke H. Renner u. Co. in Hamburg schlagen für 1913/14 wieder 10 pCt. Dividende vor. Die Gesellschaft ist mit Heeresaufträgen gut beschäftigt. [1164, 1511, 1510, 1569]
